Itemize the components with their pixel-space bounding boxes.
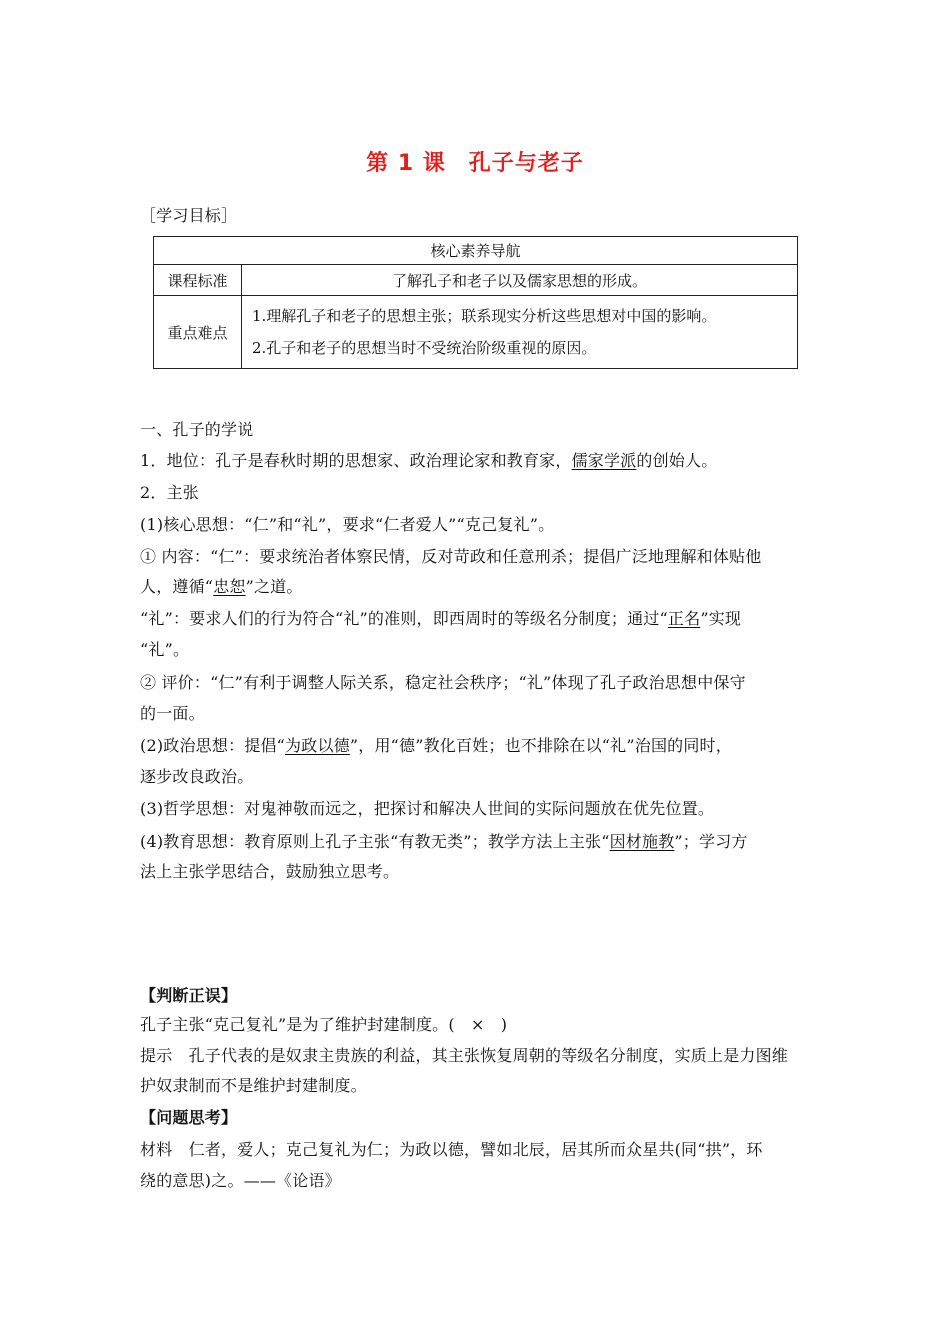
underlined-term: 儒家学派	[571, 451, 637, 470]
text-segment: (4)教育思想：教育原则上孔子主张“有教无类”；教学方法上主张“	[140, 832, 610, 851]
li-line-1	[140, 609, 741, 629]
text-segment: “礼”：要求人们的行为符合“礼”的准则，即西周时的等级名分制度；通过“	[140, 609, 668, 628]
text-segment: ”之道。	[245, 577, 303, 596]
underlined-term: 为政以德	[285, 736, 350, 755]
politics-line-1	[140, 736, 732, 756]
question-heading: 【问题思考】	[140, 1108, 238, 1127]
key-point-item: 2.孔子和老子的思想当时不受统治阶级重视的原因。	[252, 339, 597, 357]
text-segment: 人，遵循“	[140, 577, 214, 596]
judge-statement: 孔子主张“克己复礼”是为了维护封建制度。( × )	[140, 1015, 508, 1034]
learning-goals-label: ［学习目标］	[140, 206, 238, 225]
text-segment: ”，用“德”教化百姓；也不排除在以“礼”治国的同时，	[349, 736, 732, 755]
key-point-item: 1.理解孔子和老子的思想主张；联系现实分析这些思想对中国的影响。	[252, 307, 717, 325]
text-segment: 1．地位：孔子是春秋时期的思想家、政治理论家和教育家，	[140, 451, 572, 470]
text-segment: ”；学习方	[674, 832, 748, 851]
underlined-term: 正名	[667, 609, 701, 628]
row-content-key-points	[242, 296, 798, 369]
underlined-term: 因材施教	[609, 832, 675, 851]
text-segment: ”实现	[700, 609, 742, 628]
material-line-2: 绕的意思)之。——《论语》	[140, 1171, 341, 1190]
hint-line-2: 护奴隶制而不是维护封建制度。	[140, 1076, 367, 1095]
goals-table	[153, 236, 798, 369]
core-thought-line: (1)核心思想：“仁”和“礼”，要求“仁者爱人”“克己复礼”。	[140, 515, 555, 534]
material-line-1: 材料 仁者，爱人；克己复礼为仁；为政以德，譬如北辰，居其所而众星共(同“拱”，环	[140, 1140, 763, 1159]
content-line-1: ① 内容：“仁”：要求统治者体察民情，反对苛政和任意刑杀；提倡广泛地理解和体贴他	[140, 547, 762, 566]
text-segment: 的创始人。	[636, 451, 718, 470]
row-label-key-points: 重点难点	[154, 296, 242, 369]
claim-heading: 2．主张	[140, 483, 199, 502]
page-title: 第 1 课 孔子与老子	[366, 151, 584, 176]
li-line-2: “礼”。	[140, 640, 190, 659]
judge-heading: 【判断正误】	[140, 986, 238, 1005]
education-line-1	[140, 832, 748, 852]
status-line	[140, 451, 717, 471]
philosophy-line: (3)哲学思想：对鬼神敬而远之，把探讨和解决人世间的实际问题放在优先位置。	[140, 799, 715, 818]
hint-line-1: 提示 孔子代表的是奴隶主贵族的利益，其主张恢复周朝的等级名分制度，实质上是力图维	[140, 1046, 789, 1065]
evaluation-line-1: ② 评价：“仁”有利于调整人际关系，稳定社会秩序；“礼”体现了孔子政治思想中保守	[140, 673, 746, 692]
row-content-standard: 了解孔子和老子以及儒家思想的形成。	[242, 265, 798, 296]
text-segment: (2)政治思想：提倡“	[140, 736, 286, 755]
table-header: 核心素养导航	[154, 237, 798, 265]
content-line-2	[140, 577, 303, 597]
row-label-standard: 课程标准	[154, 265, 242, 296]
education-line-2: 法上主张学思结合，鼓励独立思考。	[140, 862, 400, 881]
section-heading: 一、孔子的学说	[140, 420, 254, 439]
politics-line-2: 逐步改良政治。	[140, 767, 254, 786]
underlined-term: 忠恕	[213, 577, 246, 596]
evaluation-line-2: 的一面。	[140, 704, 205, 723]
